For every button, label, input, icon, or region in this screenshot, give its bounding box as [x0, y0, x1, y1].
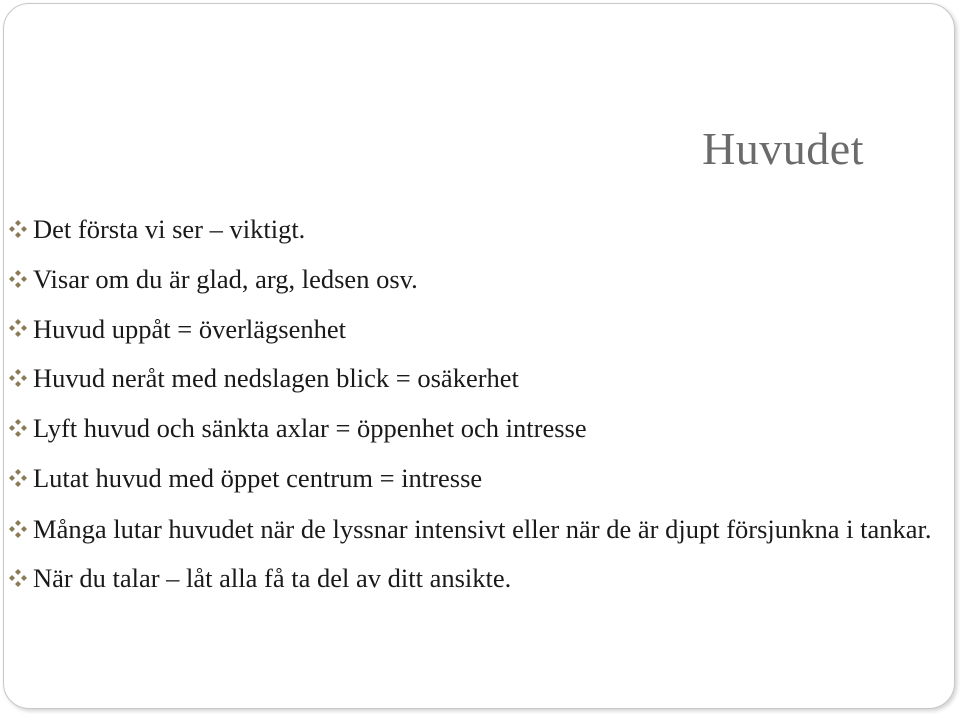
slide-title: Huvudet	[702, 123, 864, 174]
bullet-text: Många lutar huvudet när de lyssnar intensivt eller när de är djupt försjunkna i tankar.	[33, 513, 932, 544]
bullet-item	[8, 305, 948, 355]
diamond-bullet-icon	[8, 219, 28, 239]
bullet-text: Huvud neråt med nedslagen blick = osäkerhet	[33, 363, 519, 394]
bullet-list	[8, 205, 948, 604]
bullet-item	[8, 354, 948, 404]
diamond-bullet-icon	[8, 318, 28, 338]
bullet-text: Huvud uppåt = överlägsenhet	[33, 313, 346, 344]
diamond-bullet-icon	[8, 468, 28, 488]
bullet-text: Det första vi ser – viktigt.	[33, 214, 306, 244]
bullet-text: Lutat huvud med öppet centrum = intresse	[33, 462, 483, 493]
bullet-text: När du talar – låt alla få ta del av ditt ansikte.	[33, 562, 512, 593]
bullet-item	[8, 205, 948, 255]
diamond-bullet-icon	[8, 418, 28, 438]
bullet-item	[8, 404, 948, 454]
bullet-item	[8, 255, 948, 305]
diamond-bullet-icon	[8, 568, 28, 588]
bullet-item	[8, 554, 948, 604]
diamond-bullet-icon	[8, 519, 28, 539]
diamond-bullet-icon	[8, 269, 28, 289]
bullet-text: Lyft huvud och sänkta axlar = öppenhet och intresse	[33, 413, 587, 444]
bullet-item	[8, 454, 948, 504]
bullet-item	[8, 504, 948, 554]
bullet-text: Visar om du är glad, arg, ledsen osv.	[33, 263, 418, 294]
diamond-bullet-icon	[8, 368, 28, 388]
